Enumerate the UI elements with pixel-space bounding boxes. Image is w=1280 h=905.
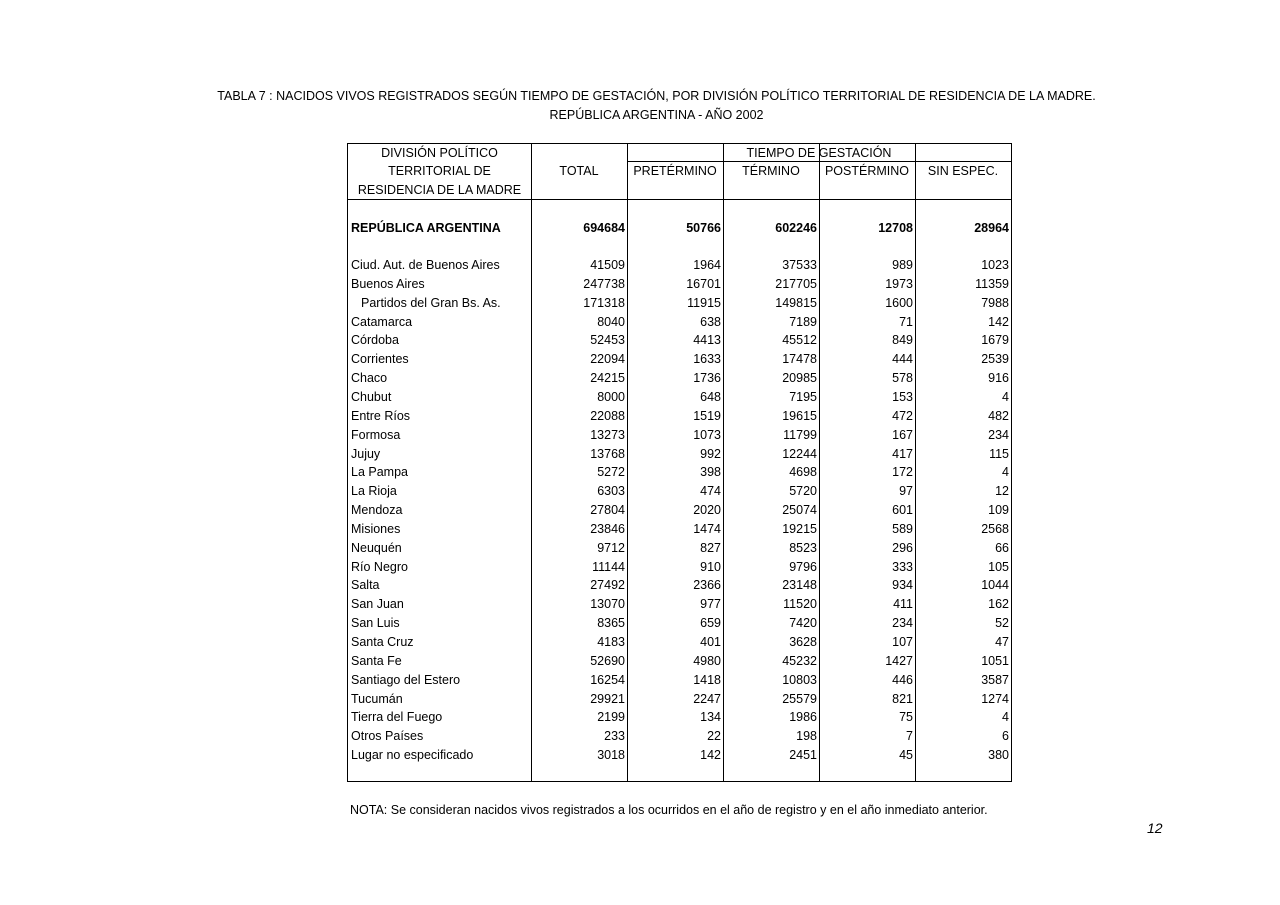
row-termino: 3628 <box>789 635 817 649</box>
table-row <box>348 539 1013 558</box>
row-total: 29921 <box>590 691 625 706</box>
row-total: 13768 <box>590 446 625 461</box>
table-row <box>348 331 1013 350</box>
row-termino: 2451 <box>789 748 817 763</box>
row-sin-espec: 142 <box>988 314 1009 329</box>
row-total: 233 <box>604 729 625 744</box>
row-sin-espec: 162 <box>988 597 1009 612</box>
row-total: 6303 <box>597 484 625 499</box>
row-sin-espec: 2539 <box>981 352 1009 367</box>
row-termino: 149815 <box>775 295 817 310</box>
header-postermino: POSTÉRMINO <box>824 164 910 178</box>
row-sin-espec: 115 <box>989 446 1009 461</box>
table-row <box>348 407 1013 426</box>
row-termino: 45512 <box>782 333 817 348</box>
row-termino: 20985 <box>782 371 817 386</box>
row-sin-espec: 109 <box>988 503 1009 518</box>
row-pretermino: 11915 <box>687 295 721 310</box>
header-division-line2: TERRITORIAL DE <box>388 164 491 178</box>
header-division-line1: DIVISIÓN POLÍTICO <box>381 146 498 160</box>
row-sin-espec: 1023 <box>981 258 1009 272</box>
row-pretermino: 827 <box>700 540 721 555</box>
row-sin-espec: 3587 <box>981 672 1009 687</box>
row-sin-espec: 916 <box>988 371 1009 386</box>
row-pretermino: 648 <box>700 389 721 404</box>
header-tiempo-gestacion: TIEMPO DE GESTACIÓN <box>746 146 892 160</box>
row-total: 2199 <box>597 710 625 725</box>
row-postermino: 1427 <box>885 653 913 668</box>
row-postermino: 578 <box>892 371 913 386</box>
row-total: 27492 <box>590 578 625 593</box>
row-name: Entre Ríos <box>351 408 411 423</box>
row-total: 247738 <box>583 276 625 291</box>
row-total: 8000 <box>597 389 625 404</box>
row-pretermino: 16701 <box>686 276 721 291</box>
row-pretermino: 1519 <box>693 408 721 423</box>
row-total: 22088 <box>590 408 625 423</box>
row-name: Ciud. Aut. de Buenos Aires <box>351 258 500 272</box>
row-pretermino: 1073 <box>693 427 721 442</box>
row-postermino: 234 <box>892 616 913 631</box>
table-row <box>348 558 1013 577</box>
row-pretermino: 659 <box>700 616 721 631</box>
row-termino: 5720 <box>789 484 817 499</box>
row-termino: 23148 <box>782 578 817 593</box>
row-total: 23846 <box>590 521 625 536</box>
row-postermino: 153 <box>892 389 913 404</box>
table-row <box>348 350 1013 369</box>
table-row <box>348 746 1013 765</box>
row-total: 13070 <box>590 597 625 612</box>
row-name: Neuquén <box>351 540 402 555</box>
row-termino: 7189 <box>789 314 817 329</box>
row-pretermino: 22 <box>707 729 721 744</box>
row-name: Tucumán <box>351 691 403 706</box>
row-pretermino: 134 <box>700 710 721 725</box>
row-postermino: 167 <box>892 427 913 442</box>
table-row <box>348 614 1013 633</box>
row-total: 27804 <box>590 503 625 518</box>
row-postermino: 7 <box>906 729 913 744</box>
row-total: 11144 <box>592 559 625 574</box>
row-sin-espec: 105 <box>988 559 1009 574</box>
summary-postermino: 12708 <box>878 221 913 235</box>
header-sin-espec: SIN ESPEC. <box>927 164 999 178</box>
row-pretermino: 977 <box>700 597 721 612</box>
row-postermino: 589 <box>892 521 913 536</box>
row-pretermino: 142 <box>700 748 721 763</box>
table-row <box>348 708 1013 727</box>
row-name: Formosa <box>351 427 401 442</box>
row-termino: 45232 <box>782 653 817 668</box>
data-table <box>347 143 1012 782</box>
row-name: Otros Países <box>351 729 424 744</box>
table-row <box>348 576 1013 595</box>
row-name: Lugar no especificado <box>351 748 474 763</box>
row-postermino: 444 <box>892 352 913 367</box>
summary-name: REPÚBLICA ARGENTINA <box>351 221 501 235</box>
row-name: Jujuy <box>351 446 381 461</box>
row-total: 3018 <box>597 748 625 763</box>
row-name: Santiago del Estero <box>351 672 461 687</box>
footnote: NOTA: Se consideran nacidos vivos registrados a los ocurridos en el año de registro y en el año inmediato anterior. <box>350 803 988 817</box>
row-total: 171318 <box>583 295 625 310</box>
row-sin-espec: 234 <box>988 427 1009 442</box>
row-name: Catamarca <box>351 314 413 329</box>
row-postermino: 333 <box>892 559 913 574</box>
row-pretermino: 1964 <box>693 258 721 272</box>
table-row <box>348 275 1013 294</box>
row-sin-espec: 66 <box>995 540 1009 555</box>
row-postermino: 989 <box>892 258 913 272</box>
row-total: 16254 <box>590 672 625 687</box>
row-postermino: 472 <box>892 408 913 423</box>
row-pretermino: 638 <box>700 314 721 329</box>
row-postermino: 446 <box>892 672 913 687</box>
table-row <box>348 445 1013 464</box>
table-row <box>348 388 1013 407</box>
row-postermino: 1600 <box>885 295 913 310</box>
row-name: Tierra del Fuego <box>351 710 443 725</box>
row-postermino: 417 <box>892 446 913 461</box>
row-postermino: 75 <box>899 710 913 725</box>
row-termino: 7420 <box>789 616 817 631</box>
row-pretermino: 474 <box>700 484 721 499</box>
row-sin-espec: 1051 <box>981 653 1009 668</box>
row-total: 41509 <box>590 258 625 272</box>
row-termino: 198 <box>796 729 817 744</box>
row-pretermino: 4980 <box>693 653 721 668</box>
row-termino: 7195 <box>789 389 817 404</box>
header-total: TOTAL <box>559 164 599 178</box>
row-sin-espec: 4 <box>1002 389 1009 404</box>
table-row <box>348 256 1013 275</box>
row-termino: 11520 <box>783 597 817 612</box>
row-name: La Pampa <box>351 465 408 480</box>
table-row <box>348 369 1013 388</box>
row-termino: 25074 <box>782 503 817 518</box>
row-pretermino: 401 <box>700 635 721 649</box>
row-termino: 9796 <box>789 559 817 574</box>
row-pretermino: 1418 <box>693 672 721 687</box>
row-pretermino: 398 <box>700 465 721 480</box>
row-postermino: 71 <box>899 314 913 329</box>
summary-sin-espec: 28964 <box>974 221 1009 235</box>
table-row <box>348 482 1013 501</box>
row-pretermino: 1736 <box>693 371 721 386</box>
row-pretermino: 4413 <box>693 333 721 348</box>
row-name: La Rioja <box>351 484 397 499</box>
row-postermino: 1973 <box>885 276 913 291</box>
table-title: TABLA 7 : NACIDOS VIVOS REGISTRADOS SEGÚN TIEMPO DE GESTACIÓN, POR DIVISIÓN POLÍTICO TERRITORIAL DE RESIDENCIA DE LA MADRE. <box>217 89 1096 103</box>
row-termino: 4698 <box>789 465 817 480</box>
row-termino: 25579 <box>782 691 817 706</box>
row-name: Chaco <box>351 371 388 386</box>
row-termino: 10803 <box>782 672 817 687</box>
row-sin-espec: 52 <box>995 616 1009 631</box>
row-postermino: 411 <box>893 597 913 612</box>
row-sin-espec: 380 <box>988 748 1009 763</box>
summary-pretermino: 50766 <box>686 221 721 235</box>
table-row <box>348 727 1013 746</box>
row-pretermino: 910 <box>700 559 721 574</box>
row-name: Buenos Aires <box>351 276 425 291</box>
table-row <box>348 313 1013 332</box>
summary-termino: 602246 <box>775 221 817 235</box>
row-postermino: 821 <box>892 691 913 706</box>
row-pretermino: 2020 <box>693 503 721 518</box>
row-total: 52690 <box>590 653 625 668</box>
row-pretermino: 992 <box>700 446 721 461</box>
row-termino: 11799 <box>783 427 817 442</box>
row-name: San Luis <box>351 616 400 631</box>
row-termino: 19215 <box>782 521 817 536</box>
row-total: 9712 <box>597 540 625 555</box>
row-postermino: 172 <box>892 465 913 480</box>
row-sin-espec: 7988 <box>981 295 1009 310</box>
row-total: 13273 <box>590 427 625 442</box>
row-postermino: 107 <box>892 635 913 649</box>
row-name: Corrientes <box>351 352 409 367</box>
row-postermino: 296 <box>892 540 913 555</box>
row-pretermino: 2247 <box>693 691 721 706</box>
header-termino: TÉRMINO <box>742 164 800 178</box>
row-pretermino: 1633 <box>693 352 721 367</box>
row-total: 52453 <box>590 333 625 348</box>
row-pretermino: 1474 <box>693 521 721 536</box>
row-postermino: 849 <box>892 333 913 348</box>
row-termino: 1986 <box>789 710 817 725</box>
table-row <box>348 294 1013 313</box>
row-name: Córdoba <box>351 333 399 348</box>
summary-row <box>348 219 1013 238</box>
row-total: 8040 <box>597 314 625 329</box>
table-row <box>348 520 1013 539</box>
row-name: Mendoza <box>351 503 403 518</box>
row-postermino: 45 <box>899 748 913 763</box>
row-sin-espec: 4 <box>1002 710 1009 725</box>
row-termino: 12244 <box>782 446 817 461</box>
table-row <box>348 426 1013 445</box>
row-pretermino: 2366 <box>693 578 721 593</box>
row-postermino: 934 <box>892 578 913 593</box>
row-sin-espec: 47 <box>995 635 1009 649</box>
header-division-line3: RESIDENCIA DE LA MADRE <box>357 183 522 197</box>
row-total: 8365 <box>597 616 625 631</box>
row-name: Misiones <box>351 521 401 536</box>
row-name: Partidos del Gran Bs. As. <box>361 295 501 310</box>
row-postermino: 97 <box>899 484 913 499</box>
row-sin-espec: 1274 <box>981 691 1009 706</box>
table-row <box>348 652 1013 671</box>
row-name: Río Negro <box>351 559 408 574</box>
row-sin-espec: 4 <box>1002 465 1009 480</box>
row-termino: 37533 <box>782 258 817 272</box>
table-row <box>348 633 1013 652</box>
row-postermino: 601 <box>892 503 913 518</box>
table-subtitle: REPÚBLICA ARGENTINA - AÑO 2002 <box>549 108 764 122</box>
row-termino: 19615 <box>782 408 817 423</box>
row-sin-espec: 11359 <box>975 276 1009 291</box>
row-total: 4183 <box>597 635 625 649</box>
row-total: 24215 <box>590 371 625 386</box>
row-name: San Juan <box>351 597 404 612</box>
row-sin-espec: 6 <box>1002 729 1009 744</box>
table-row <box>348 501 1013 520</box>
summary-total: 694684 <box>583 221 625 235</box>
row-name: Santa Cruz <box>351 635 414 649</box>
row-sin-espec: 12 <box>995 484 1009 499</box>
page-number: 12 <box>1147 820 1163 836</box>
row-termino: 217705 <box>775 276 817 291</box>
row-sin-espec: 482 <box>988 408 1009 423</box>
row-termino: 8523 <box>789 540 817 555</box>
table-row <box>348 595 1013 614</box>
row-name: Salta <box>351 578 380 593</box>
row-sin-espec: 1679 <box>981 333 1009 348</box>
row-name: Santa Fe <box>351 653 402 668</box>
table-row <box>348 690 1013 709</box>
row-termino: 17478 <box>782 352 817 367</box>
row-sin-espec: 2568 <box>981 521 1009 536</box>
row-total: 22094 <box>590 352 625 367</box>
header-pretermino: PRETÉRMINO <box>633 164 717 178</box>
row-total: 5272 <box>597 465 625 480</box>
table-row <box>348 463 1013 482</box>
row-sin-espec: 1044 <box>981 578 1009 593</box>
table-row <box>348 671 1013 690</box>
row-name: Chubut <box>351 389 392 404</box>
